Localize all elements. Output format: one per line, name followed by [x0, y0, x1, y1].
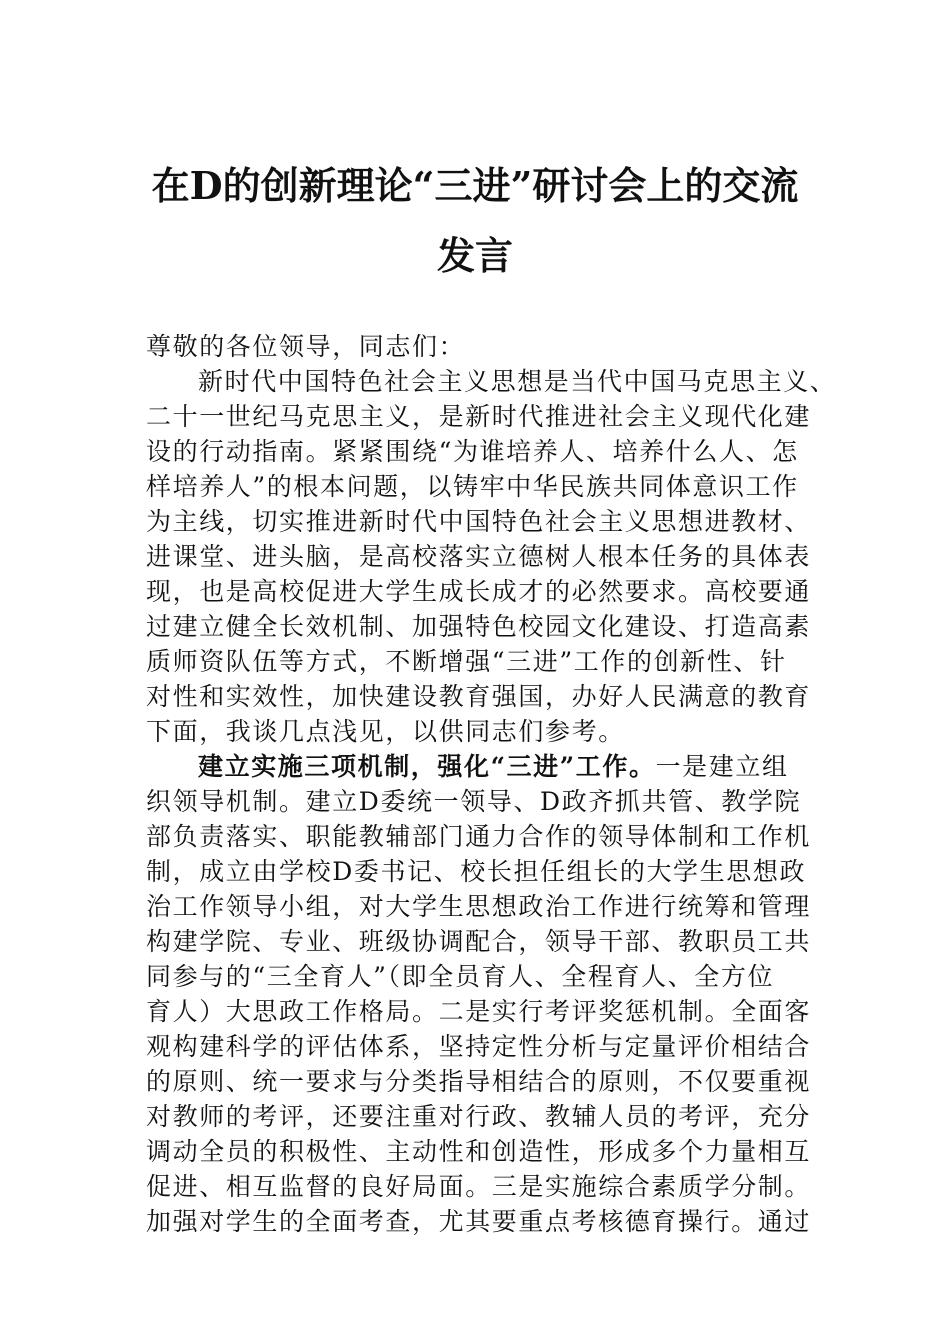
paragraph-1-line: 为主线，切实推进新时代中国特色社会主义思想进教材、 [146, 507, 812, 536]
salutation: 尊敬的各位领导，同志们： [146, 332, 466, 361]
paragraph-2-line: 观构建科学的评估体系，坚持定性分析与定量评价相结合 [146, 1032, 812, 1061]
paragraph-1-line: 设的行动指南。紧紧围绕“为谁培养人、培养什么人、怎 [146, 437, 799, 466]
paragraph-2-line: 织领导机制。建立D委统一领导、D政齐抓共管、教学院 [146, 787, 802, 816]
paragraph-2-line: 调动全员的积极性、主动性和创造性，形成多个力量相互 [146, 1137, 812, 1166]
paragraph-2-line: 加强对学生的全面考查，尤其要重点考核德育操行。通过 [146, 1207, 812, 1236]
paragraph-1-line: 进课堂、进头脑，是高校落实立德树人根本任务的具体表 [146, 542, 812, 571]
paragraph-2-line: 部负责落实、职能教辅部门通力合作的领导体制和工作机 [146, 822, 812, 851]
paragraph-1-line: 现，也是高校促进大学生成长成才的必然要求。高校要通 [146, 577, 812, 606]
paragraph-2-line: 同参与的“三全育人”（即全员育人、全程育人、全方位 [146, 962, 775, 991]
paragraph-1-line: 下面，我谈几点浅见，以供同志们参考。 [146, 717, 625, 746]
paragraph-2-line: 对教师的考评，还要注重对行政、教辅人员的考评，充分 [146, 1102, 812, 1131]
paragraph-1-line: 过建立健全长效机制、加强特色校园文化建设、打造高素 [146, 612, 812, 641]
paragraph-1-line: 样培养人”的根本问题，以铸牢中华民族共同体意识工作 [146, 472, 799, 501]
paragraph-1-line: 对性和实效性，加快建设教育强国，办好人民满意的教育 [146, 682, 812, 711]
document-title-line-1: 在D的创新理论“三进”研讨会上的交流 [151, 163, 799, 208]
paragraph-2-line: 育人）大思政工作格局。二是实行考评奖惩机制。全面客 [146, 997, 812, 1026]
paragraph-1-line: 新时代中国特色社会主义思想是当代中国马克思主义、 [198, 367, 837, 396]
paragraph-2-heading: 建立实施三项机制，强化“三进”工作。 [198, 752, 656, 781]
paragraph-2-line: 的原则、统一要求与分类指导相结合的原则，不仅要重视 [146, 1067, 812, 1096]
paragraph-2-first-line-rest: 一是建立组 [655, 752, 789, 781]
paragraph-2-first-line [146, 750, 789, 784]
paragraph-1-line: 质师资队伍等方式，不断增强“三进”工作的创新性、针 [146, 647, 787, 676]
paragraph-2-line: 治工作领导小组，对大学生思想政治工作进行统筹和管理 [146, 892, 812, 921]
paragraph-2-line: 制，成立由学校D委书记、校长担任组长的大学生思想政 [146, 857, 807, 886]
document-title-line-2: 发言 [436, 233, 513, 278]
paragraph-1-line: 二十一世纪马克思主义，是新时代推进社会主义现代化建 [146, 402, 812, 431]
paragraph-2-line: 促进、相互监督的良好局面。三是实施综合素质学分制。 [146, 1172, 812, 1201]
paragraph-2-line: 构建学院、专业、班级协调配合，领导干部、教职员工共 [146, 927, 812, 956]
